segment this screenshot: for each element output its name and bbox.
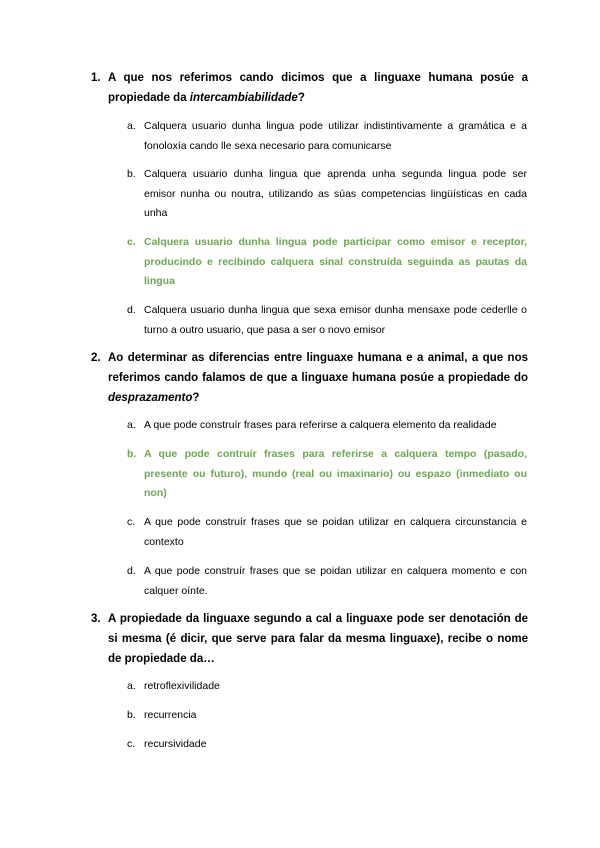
option-letter: d. [127, 565, 136, 577]
question-3-option-a [127, 677, 527, 697]
question-1-option-b [127, 165, 527, 224]
option-letter: c. [127, 738, 136, 750]
option-text: Calquera usuario dunha lingua que aprenda unha segunda lingua pode ser emisor nunha ou noutra, utilizando as súas competencias lingüísticas en cada unha [144, 168, 527, 219]
option-letter: c. [127, 516, 136, 528]
question-2-option-a [127, 416, 527, 436]
option-text: retroflexivilidade [144, 680, 220, 692]
question-term: desprazamento [108, 392, 193, 404]
option-text: Calquera usuario dunha lingua pode participar como emisor e receptor, producindo e recibindo calquera sinal construída seguinda as pautas da lingua [144, 236, 527, 287]
question-number: 2. [91, 352, 101, 364]
option-letter: b. [127, 448, 137, 460]
question-text: A que nos referimos cando dicimos que a linguaxe humana posúe a propiedade da intercambiabilidade? [108, 72, 528, 104]
question-number: 1. [91, 72, 101, 84]
option-letter: b. [127, 168, 136, 180]
option-letter: d. [127, 304, 136, 316]
question-2-option-b-correct [127, 445, 527, 504]
question-term: intercambiabilidade [189, 92, 298, 104]
question-3 [91, 609, 528, 669]
question-3-option-b [127, 706, 527, 726]
option-letter: c. [127, 236, 136, 248]
question-number: 3. [91, 613, 101, 625]
question-2-option-d [127, 562, 527, 601]
question-1-option-c-correct [127, 233, 527, 292]
option-text: recursividade [144, 738, 207, 750]
option-text: recurrencia [144, 709, 197, 721]
question-1-option-d [127, 301, 527, 340]
option-text: A que pode construír frases para referirse a calquera elemento da realidade [144, 419, 497, 431]
option-text: A que pode contruír frases para referirse a calquera tempo (pasado, presente ou futuro), mundo (real ou imaxinario) ou espazo (inmediato ou non) [144, 448, 527, 499]
question-1-option-a [127, 117, 527, 156]
option-text: A que pode construír frases que se poidan utilizar en calquera momento e con calquer oínte. [144, 565, 527, 597]
question-text: A propiedade da linguaxe segundo a cal a linguaxe pode ser denotación de si mesma (é dicir, que serve para falar da mesma linguaxe), recibe o nome de propiedade da… [108, 613, 528, 665]
option-text: A que pode construír frases que se poidan utilizar en calquera circunstancia e contexto [144, 516, 527, 548]
option-text: Calquera usuario dunha lingua pode utilizar indistintivamente a gramática e a fonoloxía cando lle sexa necesario para comunicarse [144, 120, 527, 152]
option-letter: a. [127, 680, 136, 692]
option-letter: a. [127, 419, 136, 431]
question-1 [91, 68, 528, 108]
option-letter: b. [127, 709, 136, 721]
question-3-option-c [127, 735, 527, 755]
option-text: Calquera usuario dunha lingua que sexa emisor dunha mensaxe pode cederlle o turno a outro usuario, que pasa a ser o novo emisor [144, 304, 527, 336]
option-letter: a. [127, 120, 136, 132]
question-text: Ao determinar as diferencias entre linguaxe humana e a animal, a que nos referimos cando falamos de que a linguaxe humana posúe a propiedade do desprazamento? [108, 352, 528, 404]
question-2-option-c [127, 513, 527, 552]
question-2 [91, 348, 528, 408]
